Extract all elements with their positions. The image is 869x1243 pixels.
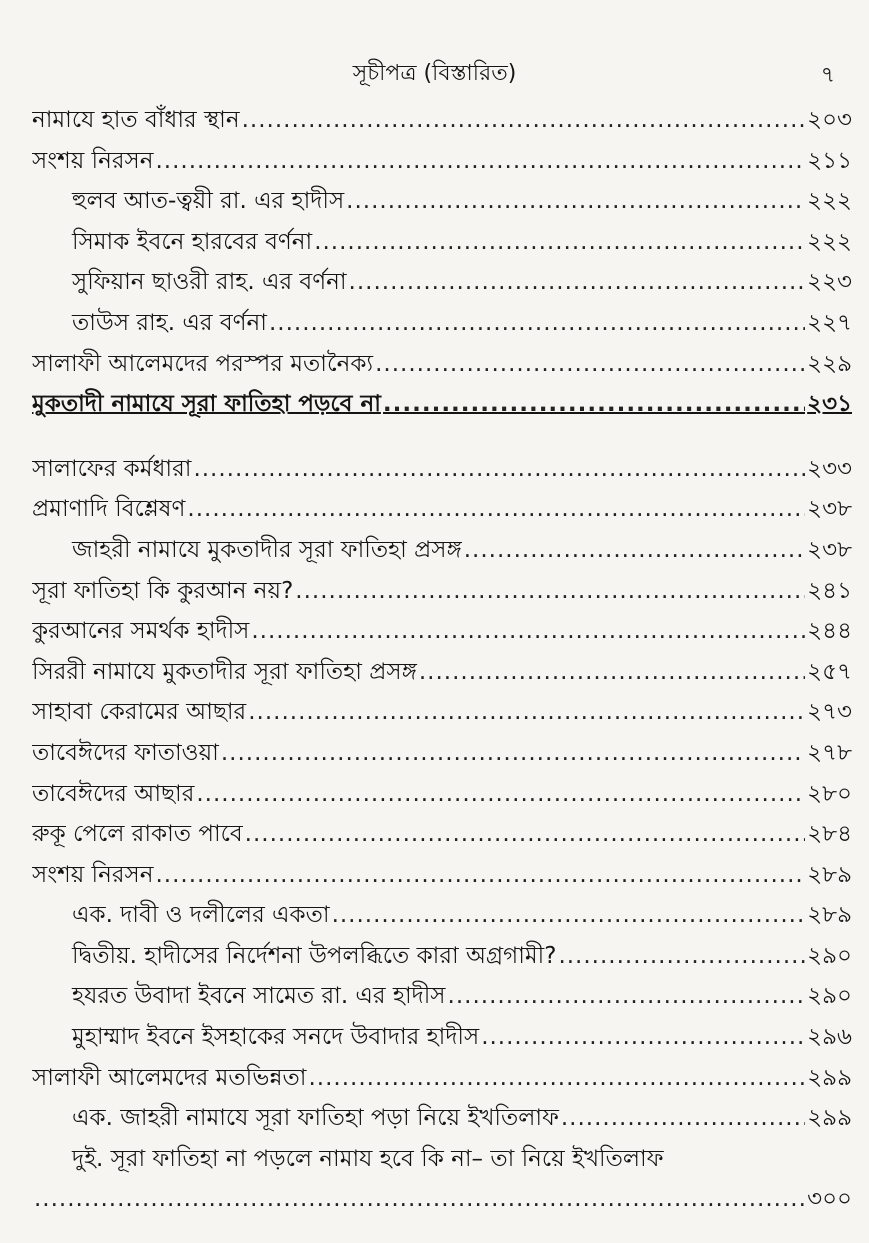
toc-entry-label: মুহাম্মাদ ইবনে ইসহাকের সনদে উবাদার হাদীস xyxy=(72,1024,480,1051)
toc-entry-page: ২২৩ xyxy=(807,269,852,296)
dot-leader xyxy=(419,652,805,693)
toc-entry xyxy=(32,611,852,652)
toc-entry-page: ২২৭ xyxy=(807,309,852,336)
toc-entry-label: সিররী নামাযে মুকতাদীর সূরা ফাতিহা প্রসঙ্গ xyxy=(32,658,417,685)
dot-leader xyxy=(314,222,805,263)
toc-subentry xyxy=(32,895,852,936)
dot-leader xyxy=(221,733,805,774)
dot-leader xyxy=(375,344,805,385)
dot-leader xyxy=(196,774,805,815)
toc-entry-label: নামাযে হাত বাঁধার স্থান xyxy=(32,107,240,133)
toc-entry xyxy=(32,344,852,385)
toc-subentry xyxy=(32,936,852,977)
page-title: সূচীপত্র (বিস্তারিত) xyxy=(352,61,517,86)
dot-leader xyxy=(248,692,805,733)
toc-entry xyxy=(32,1058,852,1099)
toc-entry xyxy=(32,652,852,693)
toc-entry-label: এক. দাবী ও দলীলের একতা xyxy=(72,902,330,929)
toc-entry-page: ২৩৮ xyxy=(807,536,852,563)
toc-entry-label: দ্বিতীয়. হাদীসের নির্দেশনা উপলব্ধিতে কারা অগ্রগামী? xyxy=(72,942,557,969)
toc-entry xyxy=(32,100,852,141)
toc-entry-page: ২২২ xyxy=(807,188,852,215)
toc-subentry xyxy=(32,181,852,222)
toc-subentry xyxy=(32,222,852,263)
toc-entry-page: ২৯৯ xyxy=(807,1064,852,1091)
toc-entry-label: কুরআনের সমর্থক হাদীস xyxy=(32,618,250,645)
toc-subentry xyxy=(32,1139,852,1180)
table-of-contents xyxy=(32,100,852,1220)
toc-chapter-heading xyxy=(32,384,852,425)
toc-entry-label: তাবেঈদের আছার xyxy=(32,780,195,807)
toc-entry-label: সালাফী আলেমদের পরস্পর মতানৈক্য xyxy=(32,350,374,377)
toc-entry-label: সূরা ফাতিহা কি কুরআন নয়? xyxy=(32,577,294,604)
toc-entry xyxy=(32,449,852,490)
dot-leader xyxy=(242,100,806,141)
toc-entry-page: ২৫৭ xyxy=(807,658,852,685)
toc-subentry xyxy=(32,1098,852,1139)
dot-leader xyxy=(349,262,806,303)
toc-entry-page: ২৭৩ xyxy=(807,699,852,726)
section-gap xyxy=(32,425,852,449)
toc-entry-label: দুই. সূরা ফাতিহা না পড়লে নামায হবে কি না– তা নিয়ে ইখতিলাফ xyxy=(72,1145,664,1172)
dot-leader xyxy=(464,530,805,571)
dot-leader xyxy=(269,303,805,344)
toc-subentry xyxy=(32,303,852,344)
toc-entry xyxy=(32,774,852,815)
dot-leader xyxy=(155,855,805,896)
toc-entry-label: তাউস রাহ. এর বর্ণনা xyxy=(72,309,267,336)
toc-entry-continuation xyxy=(32,1179,852,1220)
dot-leader xyxy=(561,1098,805,1139)
toc-entry-label: হযরত উবাদা ইবনে সামেত রা. এর হাদীস xyxy=(72,983,446,1010)
toc-entry-label: জাহরী নামাযে মুকতাদীর সূরা ফাতিহা প্রসঙ্গ xyxy=(72,536,462,563)
toc-entry-page: ২১১ xyxy=(807,147,852,174)
dot-leader xyxy=(155,141,805,182)
toc-entry-page: ২২২ xyxy=(807,228,852,255)
dot-leader xyxy=(245,814,806,855)
toc-subentry xyxy=(32,530,852,571)
toc-entry-page: ২৪৪ xyxy=(807,618,852,645)
toc-entry xyxy=(32,733,852,774)
toc-entry-page: ২৮৪ xyxy=(807,821,852,848)
toc-entry-label: সংশয় নিরসন xyxy=(32,147,154,174)
toc-entry-page: ২৪১ xyxy=(807,577,852,604)
page-header xyxy=(30,56,839,92)
dot-leader xyxy=(448,976,806,1017)
dot-leader xyxy=(295,571,805,612)
toc-entry xyxy=(32,855,852,896)
toc-subentry xyxy=(32,262,852,303)
toc-entry-page: ২৯৯ xyxy=(807,1105,852,1132)
dot-leader xyxy=(308,1058,805,1099)
page-number: ৭ xyxy=(820,63,835,88)
toc-entry-page: ২৮০ xyxy=(807,780,852,807)
dot-leader xyxy=(251,611,805,652)
dot-leader xyxy=(193,449,805,490)
toc-entry xyxy=(32,692,852,733)
toc-entry-label: প্রমাণাদি বিশ্লেষণ xyxy=(32,496,186,523)
toc-entry-label: সাহাবা কেরামের আছার xyxy=(32,699,247,726)
toc-entry-label: সংশয় নিরসন xyxy=(32,861,154,888)
toc-entry-label: মুকতাদী নামাযে সূরা ফাতিহা পড়বে না xyxy=(32,391,381,418)
dot-leader xyxy=(383,384,805,425)
toc-entry-page: ২০৩ xyxy=(807,107,852,133)
toc-entry-page: ২৯০ xyxy=(807,942,852,969)
toc-entry-label: এক. জাহরী নামাযে সূরা ফাতিহা পড়া নিয়ে ইখতিলাফ xyxy=(72,1105,559,1132)
toc-entry-label: রুকূ পেলে রাকাত পাবে xyxy=(32,821,243,848)
toc-entry-page: ২৯৬ xyxy=(807,1024,852,1051)
toc-entry-page: ২৮৯ xyxy=(807,861,852,888)
toc-entry-page: ২৭৮ xyxy=(807,739,852,766)
toc-subentry xyxy=(32,976,852,1017)
toc-entry-page: ৩০০ xyxy=(807,1186,852,1213)
dot-leader xyxy=(187,489,805,530)
toc-entry xyxy=(32,571,852,612)
toc-entry-label: তাবেঈদের ফাতাওয়া xyxy=(32,739,219,766)
toc-subentry xyxy=(32,1017,852,1058)
toc-entry-page: ২৯০ xyxy=(807,983,852,1010)
toc-entry-page: ২২৯ xyxy=(807,350,852,377)
toc-entry-page: ২৮৯ xyxy=(807,902,852,929)
toc-entry-page: ২৩১ xyxy=(807,391,852,418)
dot-leader xyxy=(558,936,805,977)
toc-entry-label: হুলব আত-ত্বয়ী রা. এর হাদীস xyxy=(72,188,345,215)
toc-entry xyxy=(32,814,852,855)
dot-leader xyxy=(34,1179,805,1220)
dot-leader xyxy=(346,181,805,222)
toc-entry xyxy=(32,489,852,530)
toc-entry-page: ২৩৩ xyxy=(807,455,852,482)
toc-entry-label: সালাফী আলেমদের মতভিন্নতা xyxy=(32,1064,307,1091)
toc-entry xyxy=(32,141,852,182)
dot-leader xyxy=(332,895,806,936)
toc-entry-label: সুফিয়ান ছাওরী রাহ. এর বর্ণনা xyxy=(72,269,347,296)
toc-entry-label: সিমাক ইবনে হারবের বর্ণনা xyxy=(72,228,313,255)
toc-entry-label: সালাফের কর্মধারা xyxy=(32,455,192,482)
dot-leader xyxy=(481,1017,805,1058)
toc-entry-page: ২৩৮ xyxy=(807,496,852,523)
